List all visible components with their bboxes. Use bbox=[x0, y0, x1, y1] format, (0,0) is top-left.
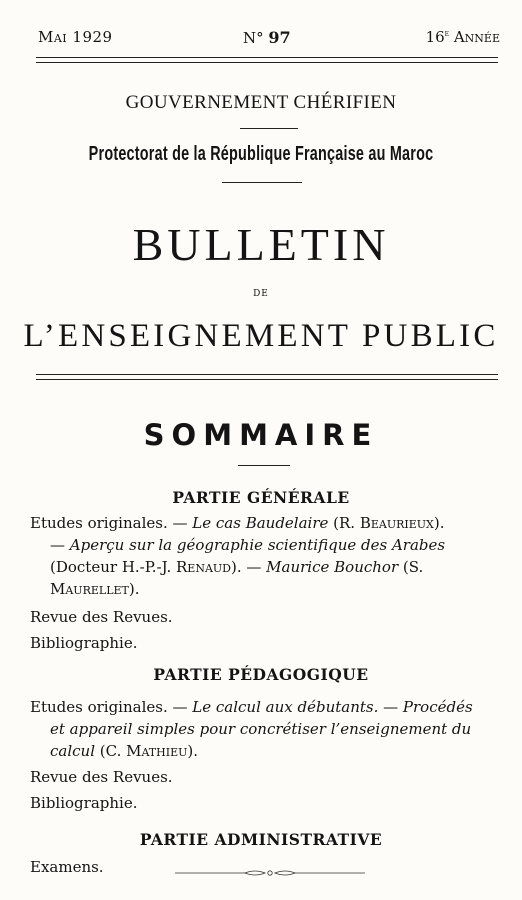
entry-continuation: Maurellet). bbox=[50, 580, 140, 598]
protectorate-line: Protectorat de la République Française au Maroc bbox=[88, 143, 434, 165]
administrative-entry-examens: Examens. bbox=[30, 858, 104, 876]
header-double-rule bbox=[36, 57, 498, 63]
divider-rule bbox=[240, 128, 298, 129]
section-heading-generale: PARTIE GÉNÉRALE bbox=[172, 488, 350, 507]
pedagogique-entry-revue: Revue des Revues. bbox=[30, 768, 173, 786]
entry-etudes-originales: Etudes originales. — Le calcul aux débutants. — Procédés bbox=[30, 698, 473, 716]
sommaire-heading: SOMMAIRE bbox=[143, 418, 379, 452]
entry-continuation: calcul (C. Mathieu). bbox=[50, 742, 199, 760]
entry-continuation: (Docteur H.-P.-J. Renaud). — Maurice Bouchor (S. bbox=[50, 558, 424, 576]
masthead-double-rule bbox=[36, 374, 498, 380]
generale-entries bbox=[30, 512, 502, 600]
section-heading-administrative: PARTIE ADMINISTRATIVE bbox=[139, 830, 383, 849]
section-heading-pedagogique: PARTIE PÉDAGOGIQUE bbox=[153, 665, 369, 684]
bulletin-subtitle: L’ENSEIGNEMENT PUBLIC bbox=[23, 318, 499, 354]
issue-year: 16e Année bbox=[425, 28, 500, 46]
entry-continuation: — Aperçu sur la géographie scientifique des Arabes bbox=[50, 536, 446, 554]
closing-ornament-icon bbox=[175, 868, 365, 878]
divider-rule bbox=[222, 182, 302, 183]
issue-number: N° 97 bbox=[243, 28, 291, 47]
title-connector: DE bbox=[253, 289, 269, 299]
divider-rule bbox=[238, 465, 290, 466]
generale-entry-bibliographie: Bibliographie. bbox=[30, 634, 138, 652]
pedagogique-entries bbox=[30, 696, 502, 762]
bulletin-title: BULLETIN bbox=[132, 219, 390, 270]
pedagogique-entry-bibliographie: Bibliographie. bbox=[30, 794, 138, 812]
generale-entry-revue: Revue des Revues. bbox=[30, 608, 173, 626]
entry-etudes-originales: Etudes originales. — Le cas Baudelaire (R. Beaurieux). bbox=[30, 514, 445, 532]
government-line: GOUVERNEMENT CHÉRIFIEN bbox=[125, 92, 397, 113]
issue-date: Mai 1929 bbox=[38, 28, 113, 46]
entry-continuation: et appareil simples pour concrétiser l’enseignement du bbox=[50, 720, 472, 738]
